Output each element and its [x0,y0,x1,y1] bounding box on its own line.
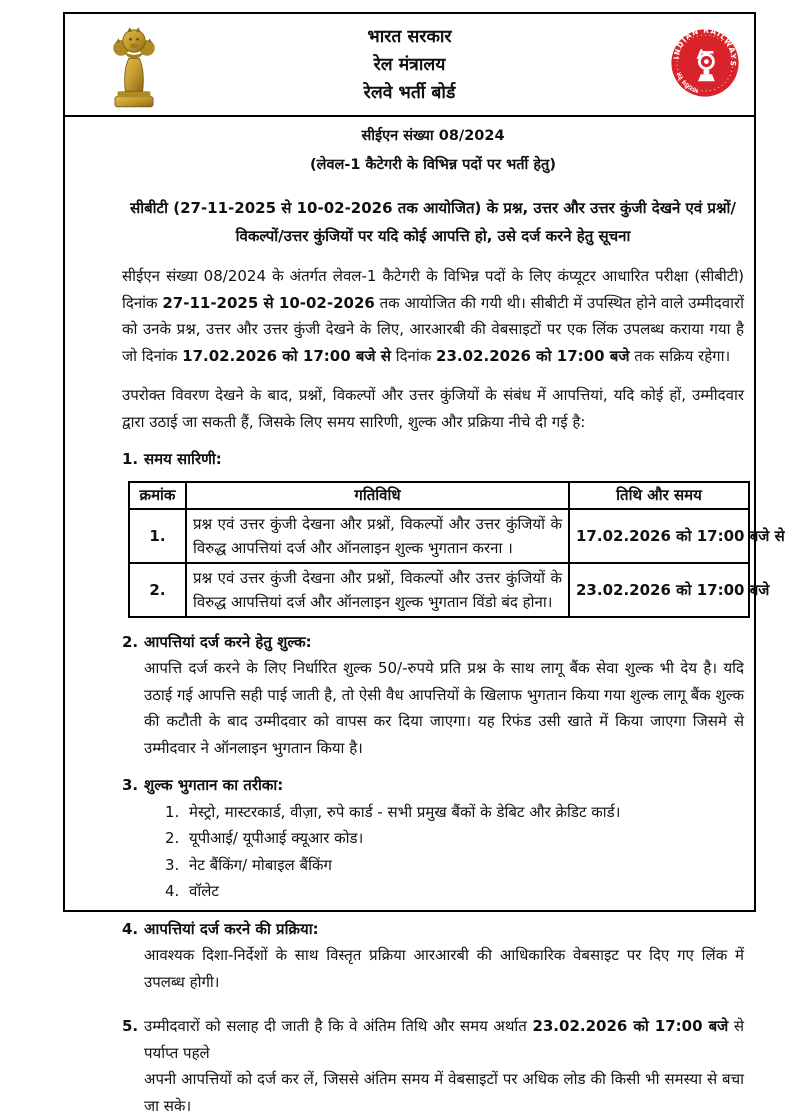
cen-number-title: सीईएन संख्या 08/2024 [361,128,505,144]
cen-subtitle: (लेवल-1 कैटेगरी के विभिन्न पदों पर भर्ती हेतु) [310,157,556,173]
table-row [129,509,749,563]
section-body-text: आवश्यक दिशा-निर्देशों के साथ विस्तृत प्रक्रिया आरआरबी की आधिकारिक वेबसाइट पर दिए गए लिंक में उपलब्ध होगी। [144,946,744,991]
row-activity: प्रश्न एवं उत्तर कुंजी देखना और प्रश्नों, विकल्पों और उत्तर कुंजियों के विरुद्ध आपत्तियां दर्ज और ऑनलाइन शुल्क भुगतान विंडो बंद होना। [186,563,569,617]
header-ministry: रेल मंत्रालय [373,55,446,75]
list-item-number: 3. [165,855,180,874]
header-government: भारत सरकार [367,27,452,47]
notice-heading-line2: विकल्पों/उत्तर कुंजियों पर यदि कोई आपत्ति हो, उसे दर्ज करने हेतु सूचना [235,227,631,245]
section-title: आपत्तियां दर्ज करने हेतु शुल्क: [144,632,312,651]
section-title: समय सारिणी: [144,450,222,468]
paragraph-text: सीईएन संख्या 08/2024 के अंतर्गत लेवल-1 कैटेगरी के विभिन्न पदों के लिए कंप्यूटर आधारित परीक्षा (सीबीटी) दिनांक [122,267,744,312]
column-header-sno: क्रमांक [129,482,186,509]
list-item [165,825,744,852]
section-number: 1. [122,450,139,468]
closing-datetime: 23.02.2026 को 17:00 बजे [532,1017,729,1035]
paragraph-text: दिनांक [390,346,437,365]
section-number: 5. [122,1017,139,1035]
list-item [165,799,744,826]
row-sno: 2. [129,563,186,617]
list-item-text: यूपीआई/ यूपीआई क्यूआर कोड। [189,829,364,847]
row-activity: प्रश्न एवं उत्तर कुंजी देखना और प्रश्नों, विकल्पों और उत्तर कुंजियों के विरुद्ध आपत्तियां दर्ज और ऑनलाइन शुल्क भुगतान करना । [186,509,569,563]
document-body [65,117,785,1115]
link-start-datetime: 17.02.2026 को 17:00 बजे से [182,346,391,365]
section-body-text: उम्मीदवारों को सलाह दी जाती है कि वे अंतिम तिथि और समय अर्थात [144,1017,533,1035]
link-end-datetime: 23.02.2026 को 17:00 बजे [436,346,630,365]
svg-text:INDIAN RAILWAYS: INDIAN RAILWAYS [672,28,739,68]
document-header [65,14,754,117]
section-3-payment-modes [122,772,744,799]
column-header-activity: गतिविधि [186,482,569,509]
paragraph-text: तक आयोजित की गयी थी। सीबीटी में उपस्थित होने वाले उम्मीदवारों को उनके प्रश्न, उत्तर और उत्तर कुंजी देखने के लिए, आरआरबी की वेबसाइटों पर एक लिंक उपलब्ध कराया गया है जो दिनांक [122,293,744,365]
table-header-row [129,482,749,509]
section-body-text: आपत्ति दर्ज करने के लिए निर्धारित शुल्क 50/-रुपये प्रति प्रश्न के साथ लागू बैंक सेवा शुल्क भी देय है। यदि उठाई गई आपत्ति सही पाई जाती है, तो ऐसी वैध आपत्तियों के खिलाफ भुगतान किया गया शुल्क लागू बैंक शुल्क की कटौती के बाद उम्मीदवार को वापस कर दिया जाएगा। यह रिफंड उसी खाते में किया जाएगा जिसमे से उम्मीदवार ने ऑनलाइन भुगतान किया है। [144,659,744,757]
list-item [165,878,744,905]
notice-heading-line1: सीबीटी (27-11-2025 से 10-02-2026 तक आयोजित) के प्रश्न, उत्तर और उत्तर कुंजी देखने एवं प्रश्नों/ [130,199,736,217]
list-item-number: 1. [165,802,180,821]
list-item-number: 2. [165,829,180,847]
list-item-text: मेस्ट्रो, मास्टरकार्ड, वीज़ा, रुपे कार्ड - सभी प्रमुख बैंकों के डेबिट और क्रेडिट कार्ड। [189,802,621,821]
paragraph-text: तक सक्रिय रहेगा। [629,346,731,365]
section-1-schedule [122,446,744,473]
header-titles [65,23,754,107]
list-item-text: नेट बैंकिंग/ मोबाइल बैंकिंग [189,855,332,874]
row-sno: 1. [129,509,186,563]
row-datetime: 23.02.2026 को 17:00 बजे [569,563,749,617]
section-number: 4. [122,919,139,938]
section-number: 3. [122,776,139,794]
section-body-text: से पर्याप्त पहले [144,1017,745,1062]
table-row [129,563,749,617]
list-item-number: 4. [165,882,180,900]
section-title: आपत्तियां दर्ज करने की प्रक्रिया: [144,919,319,938]
paragraph-cbt-details [122,263,744,369]
column-header-datetime: तिथि और समय [569,482,749,509]
list-item [165,852,744,879]
svg-text:भारतीय रेल: भारतीय रेल [675,71,700,95]
section-4-procedure [122,916,744,996]
document-page [63,12,785,1115]
section-title: शुल्क भुगतान का तरीका: [144,776,284,794]
notice-heading [122,194,744,250]
paragraph-objection-intro: उपरोक्त विवरण देखने के बाद, प्रश्नों, विकल्पों और उत्तर कुंजियों के संबंध में आपत्तियां, यदि कोई हों, उम्मीदवार द्वारा उठाई जा सकती हैं, जिसके लिए समय सारिणी, शुल्क और प्रक्रिया नीचे दी गई है: [122,386,744,431]
list-item-text: वॉलेट [189,882,219,900]
schedule-table [128,481,785,618]
section-2-fee [122,629,744,762]
cbt-date-range: 27-11-2025 से 10-02-2026 [162,293,375,312]
indian-railways-logo [670,28,740,98]
clipped-last-line: अपनी आपत्तियों को दर्ज कर लें, जिससे अंतिम समय में वेबसाइटों पर अधिक लोड की किसी भी समस्या से बचा जा सके। [144,1070,744,1115]
header-board: रेलवे भर्ती बोर्ड [363,83,456,103]
section-number: 2. [122,632,139,651]
section-5-advice [122,1013,745,1115]
row-datetime: 17.02.2026 को 17:00 बजे से [569,509,749,563]
payment-modes-list [165,799,744,905]
